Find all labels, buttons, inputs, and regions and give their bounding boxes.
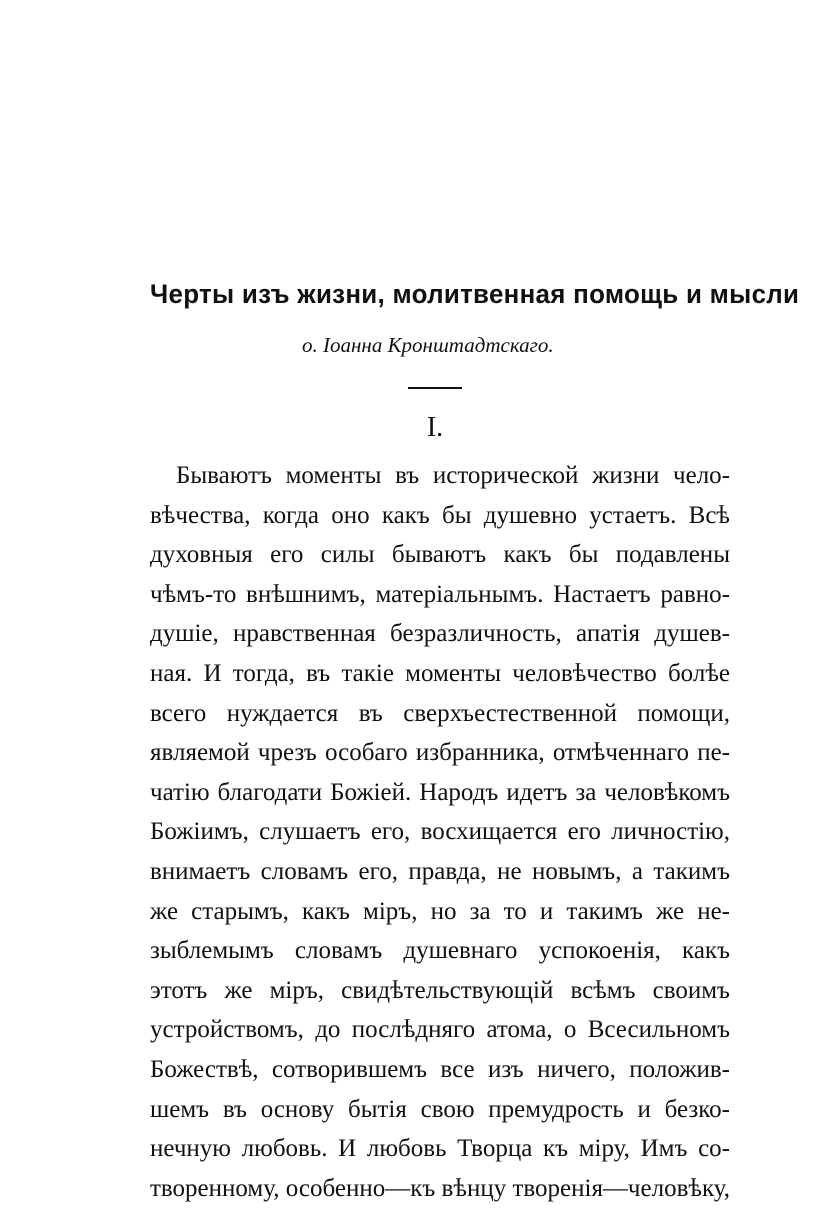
text-line: шемъ въ основу бытія свою премудрость и безко-: [150, 1095, 730, 1123]
text-line: этотъ же міръ, свидѣтельствующій всѣмъ своимъ: [150, 976, 730, 1004]
text-line: вѣчества, когда оно какъ бы душевно устаетъ. Всѣ: [150, 501, 730, 529]
title-divider: [408, 387, 462, 389]
text-line: всего нуждается въ сверхъестественной помощи,: [150, 699, 730, 727]
text-line: нечную любовь. И любовь Творца къ міру, Имъ со-: [150, 1135, 730, 1163]
text-line: внимаетъ словамъ его, правда, не новымъ, а такимъ: [150, 857, 730, 885]
text-line: Божествѣ, сотворившемъ все изъ ничего, положив-: [150, 1055, 730, 1083]
text-line: чатію благодати Божіей. Народъ идетъ за человѣкомъ: [150, 778, 730, 806]
text-line: чѣмъ-то внѣшнимъ, матеріальнымъ. Настаетъ равно-: [150, 580, 730, 608]
text-line: душіе, нравственная безразличность, апатія душев-: [150, 620, 730, 648]
text-line: творенному, особенно—къ вѣнцу творенія—человѣку,: [150, 1174, 730, 1202]
body-paragraph: [150, 456, 730, 1208]
text-line: же старымъ, какъ міръ, но за то и такимъ же не-: [150, 897, 730, 925]
author-subtitle: о. Іоанна Кронштадтскаго.: [302, 333, 554, 357]
section-number: I.: [426, 412, 444, 443]
text-line: Божіимъ, слушаетъ его, восхищается его личностію,: [150, 818, 730, 846]
text-line: являемой чрезъ особаго избранника, отмѣченнаго пе-: [150, 739, 730, 767]
text-line: ная. И тогда, въ такіе моменты человѣчество болѣе: [150, 659, 730, 687]
chapter-title: Черты изъ жизни, молитвенная помощь и мысли: [150, 279, 800, 309]
text-line: устройствомъ, до послѣдняго атома, о Всесильномъ: [150, 1016, 730, 1044]
text-line: зыблемымъ словамъ душевнаго успокоенія, какъ: [150, 937, 730, 965]
text-line: Бываютъ моменты въ исторической жизни чело-: [176, 462, 730, 489]
text-line: духовныя его силы бываютъ какъ бы подавлены: [150, 541, 730, 569]
